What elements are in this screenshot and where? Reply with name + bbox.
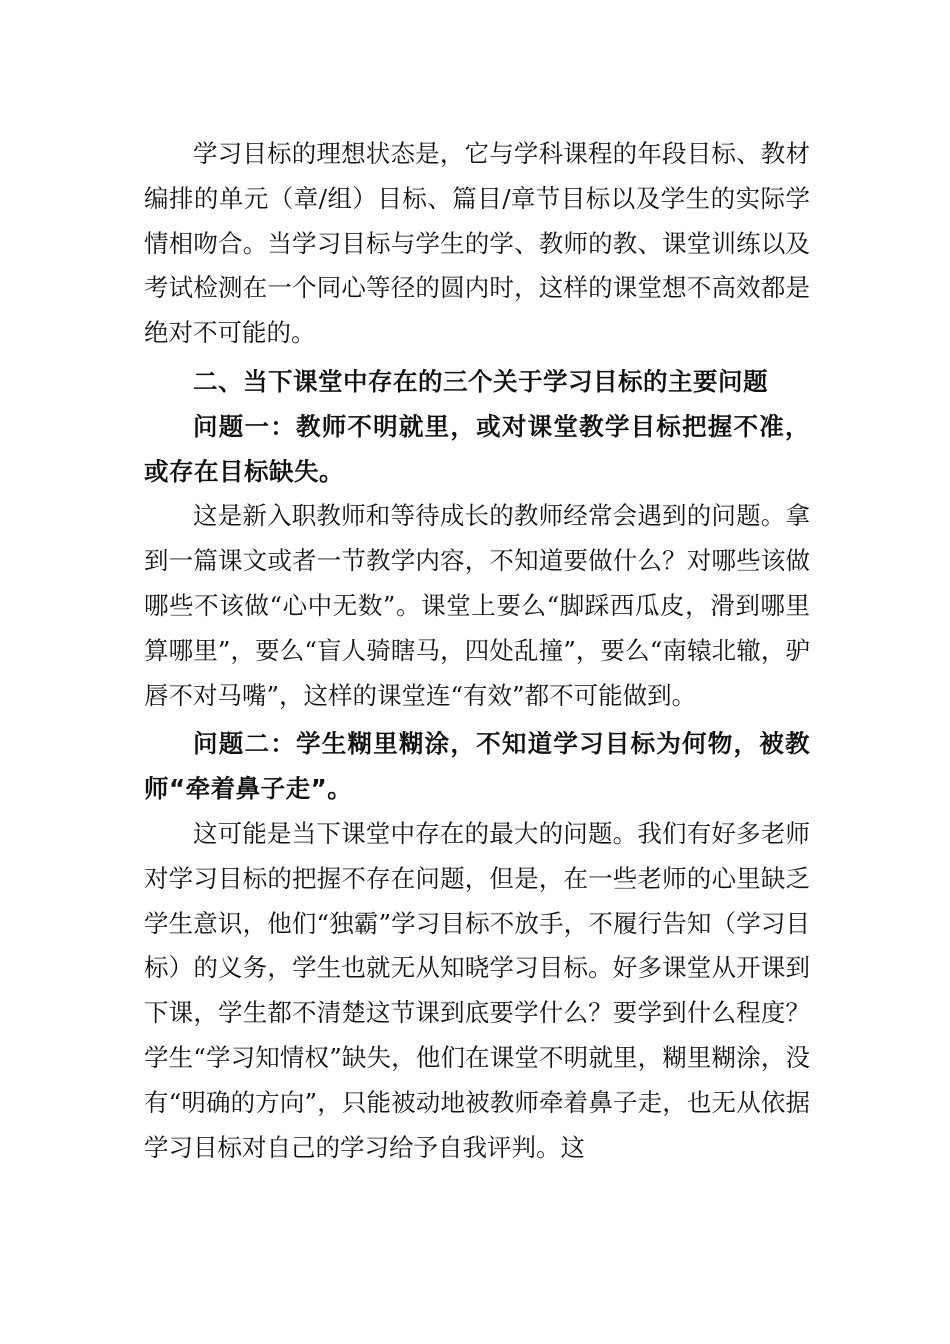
paragraph-problem-one-body: 这是新入职教师和等待成长的教师经常会遇到的问题。拿到一篇课文或者一节教学内容，不知道要做什么？对哪些该做哪些不该做“心中无数”。课堂上要么“脚踩西瓜皮，滑到哪里算哪里”，要么“盲人骑瞎马，四处乱撞”，要么“南辕北辙，驴唇不对马嘴”，这样的课堂连“有效”都不可能做到。 — [144, 501, 810, 710]
paragraph-problem-two-body: 这可能是当下课堂中存在的最大的问题。我们有好多老师对学习目标的把握不存在问题，但是，在一些老师的心里缺乏学生意识，他们“独霸”学习目标不放手，不履行告知（学习目标）的义务，学生也就无从知晓学习目标。好多课堂从开课到下课，学生都不清楚这节课到底要学什么？要学到什么程度？学生“学习知情权”缺失，他们在课堂不明就里，糊里糊涂，没有“明确的方向”，只能被动地被教师牵着鼻子走，也无从依据学习目标对自己的学习给予自我评判。这 — [144, 818, 810, 1162]
section-heading-three-problems: 二、当下课堂中存在的三个关于学习目标的主要问题 — [193, 366, 768, 396]
document-body — [144, 132, 810, 1170]
problem-one-heading: 问题一：教师不明就里，或对课堂教学目标把握不准，或存在目标缺失。 — [144, 411, 810, 486]
paragraph-learning-goal-ideal-state: 学习目标的理想状态是，它与学科课程的年段目标、教材编排的单元（章/组）目标、篇目/章节目标以及学生的实际学情相吻合。当学习目标与学生的学、教师的教、课堂训练以及考试检测在一个同心等径的圆内时，这样的课堂想不高效都是绝对不可能的。 — [144, 139, 810, 348]
problem-two-heading: 问题二：学生糊里糊涂，不知道学习目标为何物，被教师“牵着鼻子走”。 — [144, 729, 810, 804]
